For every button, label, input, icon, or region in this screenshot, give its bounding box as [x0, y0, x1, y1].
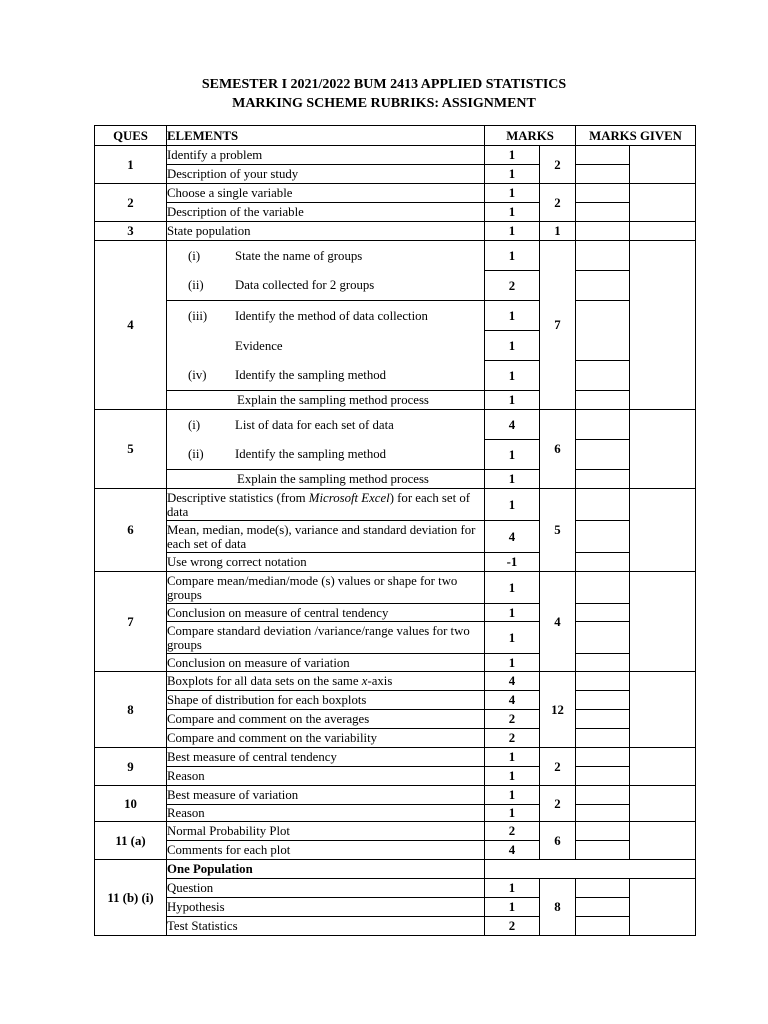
table-row [95, 572, 696, 604]
marks-given-total-cell[interactable] [630, 222, 696, 241]
sub-number: (iii) [188, 308, 208, 323]
ques-cell: 9 [95, 748, 167, 786]
mark-cell: 1 [485, 879, 540, 898]
ques-cell: 2 [95, 184, 167, 222]
ques-cell: 5 [95, 410, 167, 489]
header-marks-given: MARKS GIVEN [576, 126, 696, 146]
marks-given-cell[interactable] [576, 553, 630, 572]
mark-cell: 1 [485, 331, 540, 361]
element-cell: Choose a single variable [167, 184, 485, 203]
total-mark-cell: 6 [540, 410, 576, 489]
total-mark-cell: 2 [540, 184, 576, 222]
ques-cell: 8 [95, 672, 167, 748]
table-row [95, 860, 696, 879]
table-row [95, 805, 696, 822]
element-cell: Description of the variable [167, 203, 485, 222]
section-label: One Population [167, 860, 485, 879]
element-cell [167, 470, 485, 489]
table-row [95, 879, 696, 898]
marks-given-cell[interactable] [576, 786, 630, 805]
element-cell: Comments for each plot [167, 841, 485, 860]
element-cell: Shape of distribution for each boxplots [167, 691, 485, 710]
table-row [95, 917, 696, 936]
table-row [95, 604, 696, 622]
marks-given-cell[interactable] [576, 184, 630, 203]
mark-cell: 1 [485, 572, 540, 604]
table-row [95, 822, 696, 841]
element-cell [167, 241, 485, 271]
marks-given-total-cell[interactable] [630, 879, 696, 936]
ques-cell: 4 [95, 241, 167, 410]
ques-cell: 6 [95, 489, 167, 572]
element-cell: Use wrong correct notation [167, 553, 485, 572]
header-ques: QUES [95, 126, 167, 146]
mark-cell: 1 [485, 361, 540, 391]
sub-text: Identify the sampling method [235, 368, 387, 383]
table-row [95, 146, 696, 165]
element-cell: Reason [167, 805, 485, 822]
element-cell [167, 301, 485, 331]
element-cell: Normal Probability Plot [167, 822, 485, 841]
marks-given-cell[interactable] [576, 241, 630, 271]
marks-given-cell[interactable] [576, 222, 630, 241]
sub-text: Explain the sampling method process [237, 472, 429, 486]
mark-cell: 1 [485, 222, 540, 241]
total-mark-cell: 5 [540, 489, 576, 572]
total-mark-cell: 2 [540, 146, 576, 184]
marks-given-cell[interactable] [576, 146, 630, 165]
total-mark-cell: 2 [540, 786, 576, 822]
table-row [95, 361, 696, 391]
mark-cell: 2 [485, 822, 540, 841]
marks-given-cell[interactable] [576, 767, 630, 786]
mark-cell: 1 [485, 898, 540, 917]
element-cell [167, 331, 485, 361]
table-row [95, 710, 696, 729]
mark-cell: 4 [485, 841, 540, 860]
title-line-1: SEMESTER I 2021/2022 BUM 2413 APPLIED STATISTICS [201, 77, 567, 92]
element-emphasis: x [361, 674, 368, 688]
mark-cell: 4 [485, 672, 540, 691]
mark-cell-empty [485, 860, 696, 879]
table-row [95, 184, 696, 203]
element-cell: Description of your study [167, 165, 485, 184]
mark-cell: 1 [485, 654, 540, 672]
element-text: -axis [367, 674, 393, 688]
mark-cell: 1 [485, 301, 540, 331]
marks-given-cell[interactable] [576, 622, 630, 654]
table-row [95, 553, 696, 572]
marks-given-cell[interactable] [576, 271, 630, 301]
marks-given-cell[interactable] [576, 410, 630, 440]
marks-given-cell[interactable] [576, 822, 630, 841]
sub-text: Explain the sampling method process [237, 393, 429, 407]
table-row [95, 841, 696, 860]
element-cell: Compare mean/median/mode (s) values or shape for two groups [167, 572, 485, 604]
total-mark-cell: 2 [540, 748, 576, 786]
sub-text: Identify the method of data collection [235, 308, 428, 323]
mark-cell: 1 [485, 241, 540, 271]
total-mark-cell: 8 [540, 879, 576, 936]
mark-cell: 1 [485, 203, 540, 222]
marks-given-cell[interactable] [576, 440, 630, 470]
table-row [95, 470, 696, 489]
marks-given-total-cell[interactable] [630, 786, 696, 822]
marks-given-cell[interactable] [576, 748, 630, 767]
table-row [95, 165, 696, 184]
table-row [95, 301, 696, 331]
element-text: Boxplots for all data sets on the same [167, 674, 362, 688]
marks-given-cell[interactable] [576, 165, 630, 184]
element-text: ) for each set of data [167, 490, 470, 519]
marks-given-total-cell[interactable] [630, 489, 696, 572]
ques-cell: 3 [95, 222, 167, 241]
table-row [95, 489, 696, 521]
table-row [95, 691, 696, 710]
table-row [95, 391, 696, 410]
marks-given-total-cell[interactable] [630, 146, 696, 184]
element-cell [167, 672, 485, 691]
table-row [95, 203, 696, 222]
element-cell: Identify a problem [167, 146, 485, 165]
mark-cell: 1 [485, 146, 540, 165]
marks-given-cell[interactable] [576, 805, 630, 822]
ques-cell: 11 (b) (i) [95, 860, 167, 936]
table-row [95, 729, 696, 748]
title-line-2: MARKING SCHEME RUBRIKS: ASSIGNMENT [232, 96, 536, 111]
table-row [95, 898, 696, 917]
marks-given-total-cell[interactable] [630, 822, 696, 860]
marks-given-total-cell[interactable] [630, 672, 696, 748]
mark-cell: 1 [485, 604, 540, 622]
mark-cell: 4 [485, 691, 540, 710]
sub-number: (ii) [188, 278, 204, 293]
table-row [95, 622, 696, 654]
element-cell [167, 271, 485, 301]
marks-given-cell[interactable] [576, 203, 630, 222]
sub-number: (ii) [188, 447, 204, 462]
table-row [95, 748, 696, 767]
marks-given-total-cell[interactable] [630, 572, 696, 672]
total-mark-cell: 1 [540, 222, 576, 241]
mark-cell: 2 [485, 917, 540, 936]
element-cell: Question [167, 879, 485, 898]
table-row [95, 654, 696, 672]
sub-text: Identify the sampling method [235, 447, 387, 462]
mark-cell: 1 [485, 767, 540, 786]
marks-given-cell[interactable] [576, 917, 630, 936]
mark-cell: 4 [485, 521, 540, 553]
element-cell [167, 391, 485, 410]
mark-cell: 1 [485, 184, 540, 203]
sub-number: (i) [188, 417, 201, 432]
marks-given-cell[interactable] [576, 691, 630, 710]
header-elements: ELEMENTS [167, 126, 485, 146]
element-cell: Reason [167, 767, 485, 786]
element-cell: Conclusion on measure of variation [167, 654, 485, 672]
sub-number: (iv) [188, 368, 207, 383]
mark-cell: 2 [485, 729, 540, 748]
mark-cell: 1 [485, 805, 540, 822]
element-cell: Best measure of central tendency [167, 748, 485, 767]
mark-cell: 1 [485, 470, 540, 489]
table-row [95, 672, 696, 691]
sub-text: List of data for each set of data [235, 417, 394, 432]
element-cell [167, 440, 485, 470]
marks-given-cell[interactable] [576, 710, 630, 729]
marks-given-cell[interactable] [576, 604, 630, 622]
marks-given-cell[interactable] [576, 391, 630, 410]
marks-given-cell[interactable] [576, 729, 630, 748]
table-row [95, 222, 696, 241]
table-row [95, 767, 696, 786]
ques-cell: 10 [95, 786, 167, 822]
mark-cell: 4 [485, 410, 540, 440]
marks-given-cell[interactable] [576, 572, 630, 604]
element-cell: Compare and comment on the variability [167, 729, 485, 748]
table-row [95, 241, 696, 271]
element-cell: Test Statistics [167, 917, 485, 936]
header-marks: MARKS [485, 126, 576, 146]
mark-cell: 1 [485, 391, 540, 410]
marks-given-cell[interactable] [576, 301, 630, 361]
mark-cell: 1 [485, 489, 540, 521]
element-cell: Mean, median, mode(s), variance and standard deviation for each set of data [167, 521, 485, 553]
element-cell [167, 361, 485, 391]
table-row [95, 271, 696, 301]
marks-given-cell[interactable] [576, 672, 630, 691]
ques-cell: 1 [95, 146, 167, 184]
marks-given-cell[interactable] [576, 879, 630, 898]
marks-given-cell[interactable] [576, 654, 630, 672]
marks-given-cell[interactable] [576, 470, 630, 489]
element-text: Descriptive statistics (from [167, 490, 309, 505]
mark-cell: -1 [485, 553, 540, 572]
element-cell: Compare and comment on the averages [167, 710, 485, 729]
marks-given-total-cell[interactable] [630, 748, 696, 786]
marks-given-cell[interactable] [576, 898, 630, 917]
ques-cell: 7 [95, 572, 167, 672]
marks-given-total-cell[interactable] [630, 241, 696, 410]
mark-cell: 1 [485, 786, 540, 805]
total-mark-cell: 7 [540, 241, 576, 410]
marks-given-cell[interactable] [576, 489, 630, 521]
total-mark-cell: 12 [540, 672, 576, 748]
table-row [95, 521, 696, 553]
mark-cell: 1 [485, 165, 540, 184]
document-title [0, 75, 768, 113]
mark-cell: 2 [485, 710, 540, 729]
sub-text: Evidence [235, 338, 283, 353]
table-row [95, 786, 696, 805]
rubric-table [94, 125, 696, 936]
mark-cell: 1 [485, 748, 540, 767]
element-cell: Conclusion on measure of central tendency [167, 604, 485, 622]
mark-cell: 1 [485, 622, 540, 654]
element-cell: Compare standard deviation /variance/range values for two groups [167, 622, 485, 654]
header-row [95, 126, 696, 146]
mark-cell: 2 [485, 271, 540, 301]
element-cell [167, 489, 485, 521]
sub-text: State the name of groups [235, 248, 363, 263]
table-row [95, 440, 696, 470]
element-cell: Hypothesis [167, 898, 485, 917]
marks-given-cell[interactable] [576, 521, 630, 553]
marks-given-total-cell[interactable] [630, 410, 696, 489]
ques-cell: 11 (a) [95, 822, 167, 860]
total-mark-cell: 6 [540, 822, 576, 860]
element-cell: Best measure of variation [167, 786, 485, 805]
element-cell: State population [167, 222, 485, 241]
mark-cell: 1 [485, 440, 540, 470]
sub-text: Data collected for 2 groups [235, 278, 375, 293]
total-mark-cell: 4 [540, 572, 576, 672]
marks-given-cell[interactable] [576, 841, 630, 860]
marks-given-total-cell[interactable] [630, 184, 696, 222]
element-cell [167, 410, 485, 440]
element-emphasis: Microsoft Excel [308, 490, 390, 505]
table-row [95, 410, 696, 440]
sub-number: (i) [188, 248, 201, 263]
marks-given-cell[interactable] [576, 361, 630, 391]
